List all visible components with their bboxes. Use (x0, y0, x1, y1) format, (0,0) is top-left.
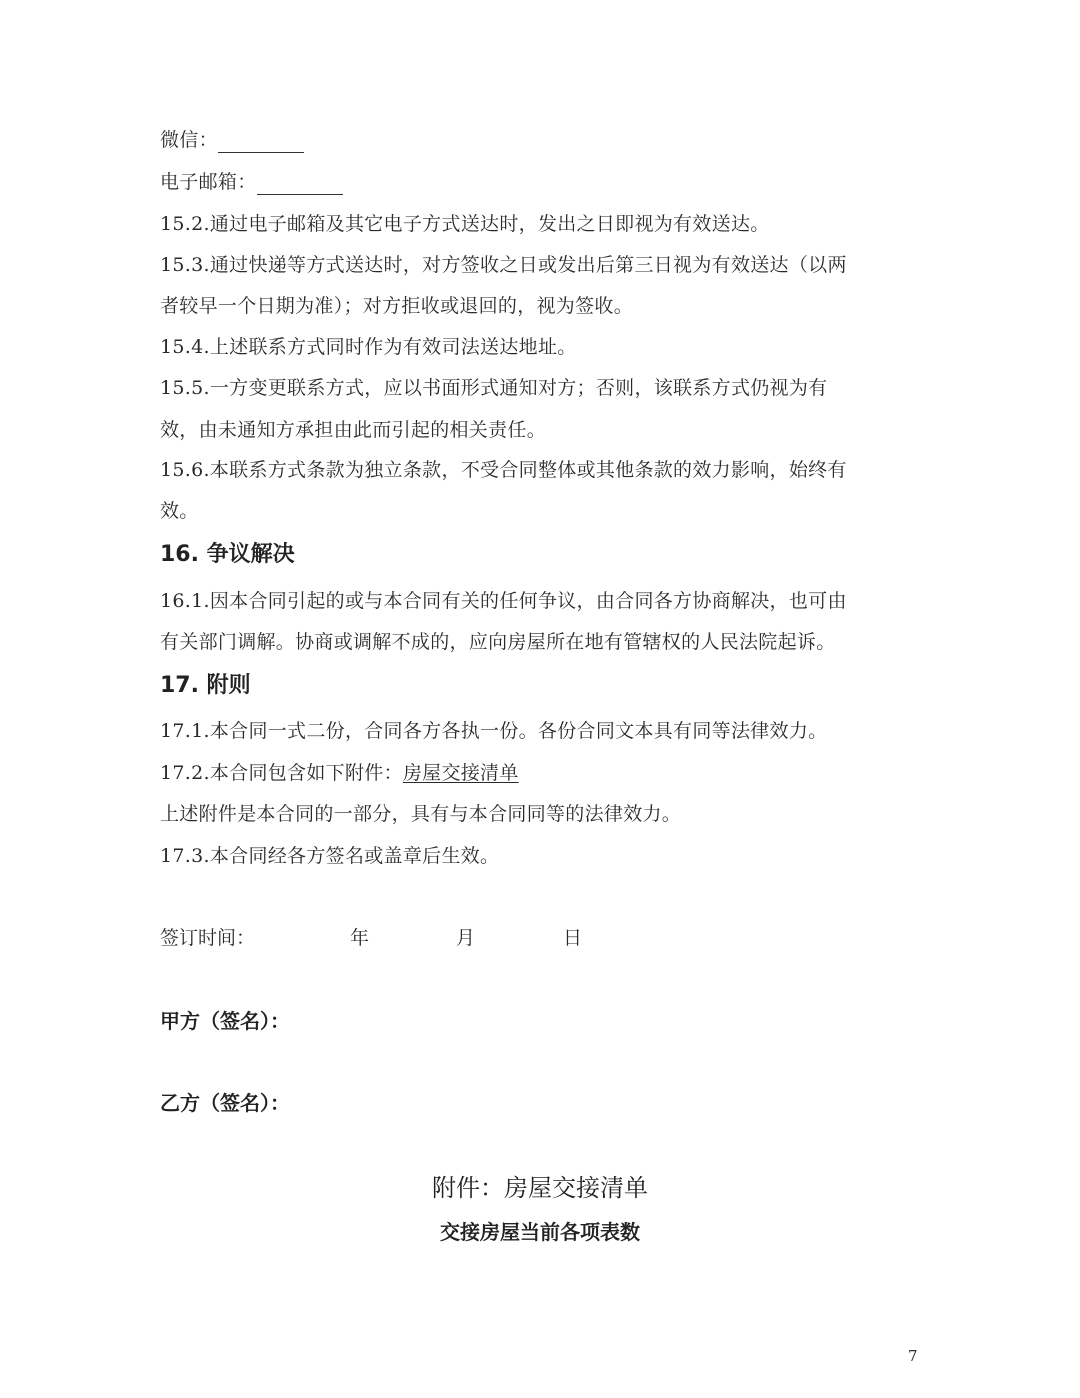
annex-title: 附件：房屋交接清单 (432, 1174, 648, 1202)
party-a-signature-label: 甲方（签名）： (160, 1009, 290, 1033)
wechat-line (160, 128, 304, 153)
clause-17-2 (160, 761, 519, 785)
page-number: 7 (908, 1347, 918, 1365)
email-blank (257, 170, 343, 195)
clause-15-5-line-2: 效，由未通知方承担由此而引起的相关责任。 (160, 419, 547, 441)
clause-15-3-line-2: 者较早一个日期为准）；对方拒收或退回的，视为签收。 (160, 295, 634, 317)
clause-15-2: 15.2.通过电子邮箱及其它电子方式送达时，发出之日即视为有效送达。 (160, 213, 770, 235)
signing-time-label: 签订时间： (160, 927, 256, 949)
signing-day-label: 日 (563, 927, 583, 949)
attachment-note: 上述附件是本合同的一部分，具有与本合同同等的法律效力。 (160, 803, 682, 825)
signing-year-label: 年 (350, 927, 370, 949)
annex-subtitle: 交接房屋当前各项表数 (440, 1220, 640, 1244)
clause-17-3: 17.3.本合同经各方签名或盖章后生效。 (160, 845, 500, 867)
attachment-name: 房屋交接清单 (402, 762, 519, 784)
clause-15-6-line-1: 15.6.本联系方式条款为独立条款，不受合同整体或其他条款的效力影响，始终有 (160, 459, 847, 481)
clause-15-3-line-1: 15.3.通过快递等方式送达时，对方签收之日或发出后第三日视为有效送达（以两 (160, 254, 847, 276)
clause-17-1: 17.1.本合同一式二份，合同各方各执一份。各份合同文本具有同等法律效力。 (160, 720, 828, 742)
party-b-signature-label: 乙方（签名）： (160, 1091, 290, 1115)
clause-16-1-line-2: 有关部门调解。协商或调解不成的，应向房屋所在地有管辖权的人民法院起诉。 (160, 631, 836, 653)
section-17-heading: 17. 附则 (160, 673, 251, 698)
clause-17-2-text: 17.2.本合同包含如下附件： (160, 762, 403, 784)
email-line (160, 170, 343, 195)
signing-month-label: 月 (456, 927, 476, 949)
clause-15-4: 15.4.上述联系方式同时作为有效司法送达地址。 (160, 336, 577, 358)
clause-15-6-line-2: 效。 (160, 500, 199, 522)
wechat-label: 微信： (160, 129, 218, 151)
section-16-heading: 16. 争议解决 (160, 542, 295, 567)
clause-16-1-line-1: 16.1.因本合同引起的或与本合同有关的任何争议，由合同各方协商解决，也可由 (160, 590, 847, 612)
email-label: 电子邮箱： (160, 171, 257, 193)
wechat-blank (218, 128, 304, 153)
clause-15-5-line-1: 15.5.一方变更联系方式，应以书面形式通知对方；否则，该联系方式仍视为有 (160, 377, 828, 399)
